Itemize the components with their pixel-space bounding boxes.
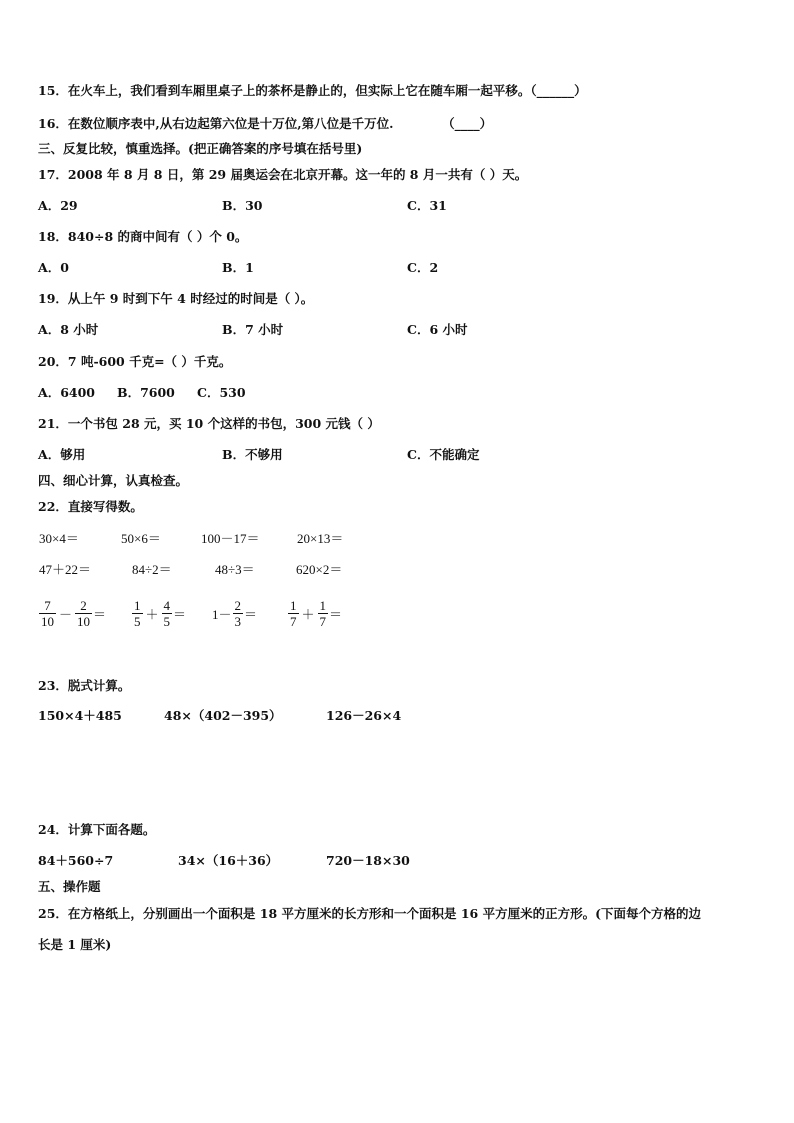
question-24: 24．计算下面各题。	[38, 822, 156, 837]
numerator: 1	[319, 598, 327, 613]
numerator: 2	[80, 598, 87, 613]
q19-option-c: C．6 小时	[407, 322, 468, 337]
q17-option-b: B．30	[222, 198, 263, 213]
section-3-heading: 三、反复比较，慎重选择。(把正确答案的序号填在括号里)	[38, 141, 363, 156]
numerator: 4	[163, 598, 171, 613]
fraction	[162, 598, 173, 629]
question-20: 20．7 吨-600 千克=（ ）千克。	[38, 354, 232, 369]
q23-item: 126－26×4	[326, 708, 402, 723]
denominator: 7	[290, 614, 297, 629]
question-16-text: 16．在数位顺序表中,从右边起第六位是十万位,第八位是千万位.	[38, 116, 394, 131]
equals-sign: ＝	[93, 607, 107, 622]
question-16	[38, 116, 492, 132]
question-22: 22．直接写得数。	[38, 499, 143, 514]
q20-option-b: B．7600	[117, 385, 175, 400]
equals-sign: ＝	[244, 607, 258, 622]
question-18: 18．840÷8 的商中间有（ ）个 0。	[38, 229, 248, 244]
question-19: 19．从上午 9 时到下午 4 时经过的时间是（ ）。	[38, 291, 314, 306]
q22-fraction-item	[131, 598, 186, 629]
fraction	[75, 598, 92, 629]
question-21: 21．一个书包 28 元，买 10 个这样的书包，300 元钱（ ）	[38, 416, 380, 431]
q23-item: 48×（402－395）	[164, 708, 282, 723]
question-16-blank: （____）	[442, 116, 493, 131]
q17-option-c: C．31	[407, 198, 447, 213]
section-4-heading: 四、细心计算，认真检查。	[38, 473, 189, 488]
fraction	[318, 598, 329, 629]
q24-item: 34×（16＋36）	[178, 853, 279, 868]
q24-item: 84＋560÷7	[38, 853, 114, 868]
operator: ＋	[301, 607, 315, 622]
equals-sign: ＝	[173, 607, 187, 622]
numerator: 2	[234, 598, 242, 613]
equals-sign: ＝	[329, 607, 343, 622]
whole-number-minus: 1－	[212, 607, 232, 622]
denominator: 10	[77, 614, 91, 629]
denominator: 5	[134, 614, 141, 629]
question-25-line-2: 长是 1 厘米)	[38, 937, 112, 952]
fraction	[288, 598, 299, 629]
q19-option-b: B．7 小时	[222, 322, 284, 337]
fraction	[233, 598, 244, 629]
q18-option-a: A．0	[38, 260, 69, 275]
q22-calc-item: 50×6＝	[121, 531, 161, 546]
q20-option-c: C．530	[197, 385, 246, 400]
question-23: 23．脱式计算。	[38, 678, 131, 693]
section-5-heading: 五、操作题	[38, 879, 101, 894]
q21-option-a: A．够用	[38, 447, 86, 462]
q21-option-c: C．不能确定	[407, 447, 480, 462]
operator: －	[59, 607, 73, 622]
q18-option-b: B．1	[222, 260, 254, 275]
q22-calc-item: 20×13＝	[297, 531, 344, 546]
q22-fraction-item	[212, 598, 257, 629]
q19-option-a: A．8 小时	[38, 322, 99, 337]
denominator: 5	[163, 614, 171, 629]
q23-item: 150×4＋485	[38, 708, 122, 723]
q24-item: 720－18×30	[326, 853, 410, 868]
fraction	[39, 598, 56, 629]
denominator: 10	[41, 614, 54, 629]
q21-option-b: B．不够用	[222, 447, 283, 462]
numerator: 1	[134, 598, 141, 613]
q22-fraction-item	[38, 598, 106, 629]
operator: ＋	[145, 607, 159, 622]
question-17: 17．2008 年 8 月 8 日，第 29 届奥运会在北京开幕。这一年的 8 月一共有（ ）天。	[38, 167, 528, 182]
fraction	[132, 598, 143, 629]
q22-calc-item: 100－17＝	[201, 531, 260, 546]
denominator: 7	[319, 614, 327, 629]
q22-fraction-item	[287, 598, 342, 629]
q22-calc-item: 84÷2＝	[132, 562, 172, 577]
q18-option-c: C．2	[407, 260, 439, 275]
q22-calc-item: 620×2＝	[296, 562, 343, 577]
numerator: 1	[290, 598, 297, 613]
q20-option-a: A．6400	[38, 385, 95, 400]
numerator: 7	[44, 598, 51, 613]
q22-calc-item: 47＋22＝	[39, 562, 92, 577]
denominator: 3	[234, 614, 242, 629]
question-25-line-1: 25．在方格纸上，分别画出一个面积是 18 平方厘米的长方形和一个面积是 16 平方厘米的正方形。(下面每个方格的边	[38, 906, 702, 921]
question-15: 15．在火车上，我们看到车厢里桌子上的茶杯是静止的，但实际上它在随车厢一起平移。（______）	[38, 83, 587, 98]
q17-option-a: A．29	[38, 198, 78, 213]
q22-calc-item: 48÷3＝	[215, 562, 255, 577]
q22-calc-item: 30×4＝	[39, 531, 79, 546]
